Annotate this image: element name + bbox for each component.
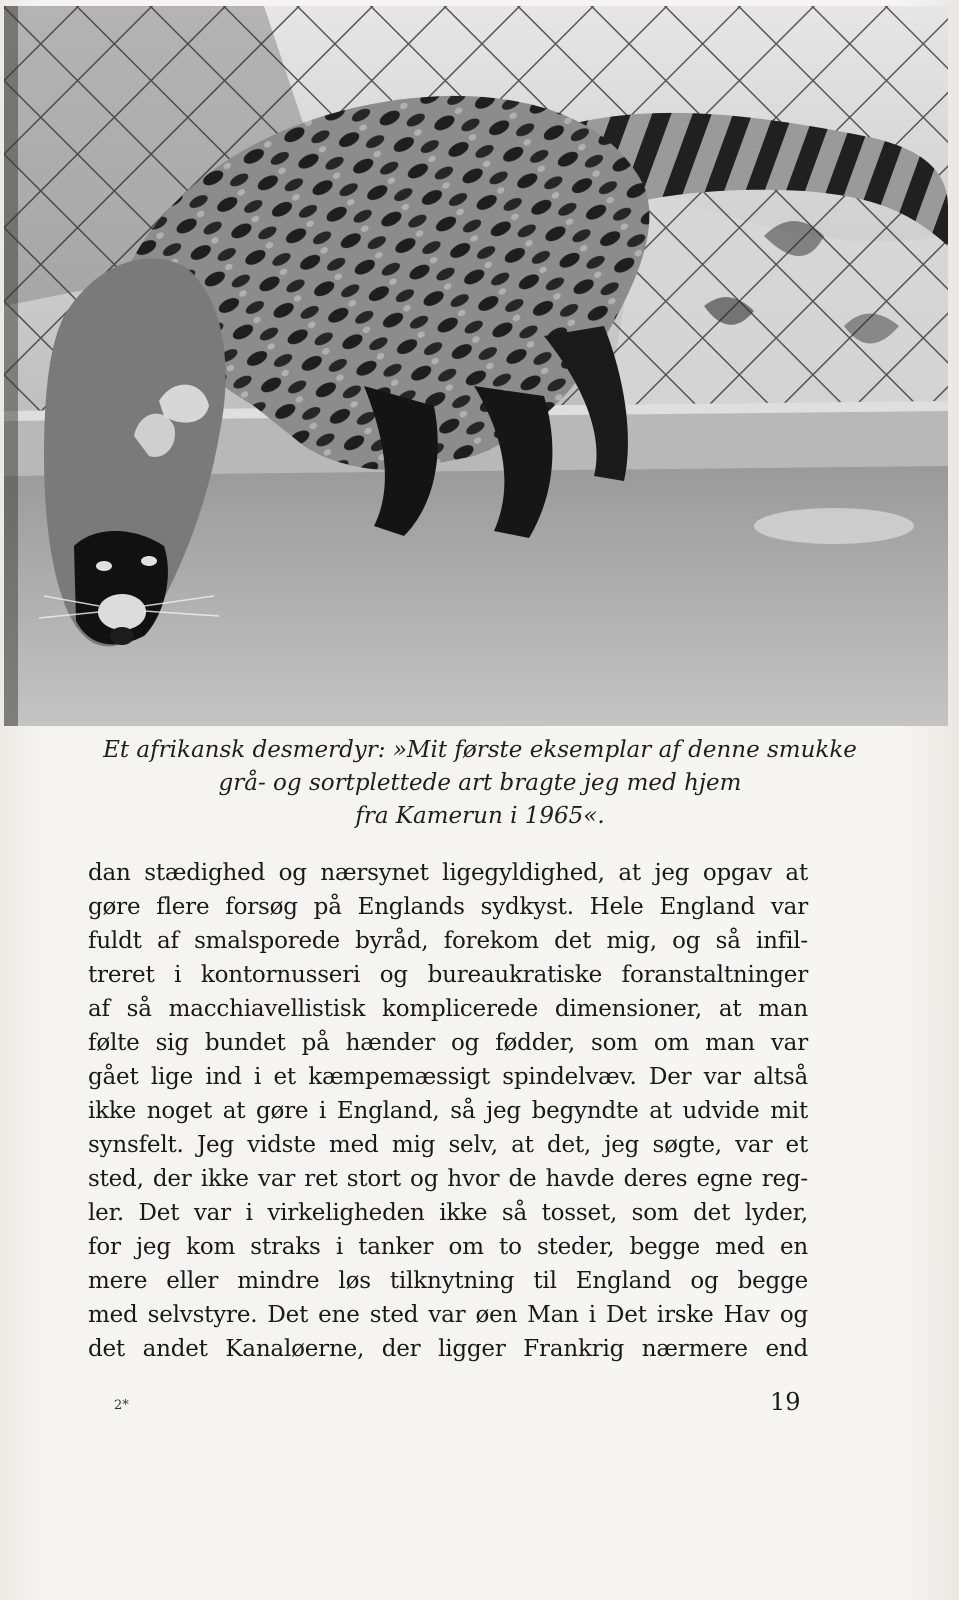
caption-line: grå- og sortplettede art bragte jeg med hjem	[218, 770, 742, 796]
text-line: det andet Kanaløerne, der ligger Frankrig nærmere end	[88, 1336, 808, 1362]
body-paragraph	[88, 856, 808, 1366]
page-number: 19	[770, 1388, 801, 1416]
text-line: dan stædighed og nærsynet ligegyldighed, at jeg opgav at	[88, 860, 808, 886]
text-line: for jeg kom straks i tanker om to steder, begge med en	[88, 1234, 808, 1260]
text-line: fuldt af smalsporede byråd, forekom det mig, og så infil-	[88, 928, 808, 954]
text-line: gået lige ind i et kæmpemæssigt spindelvæv. Der var altså	[88, 1064, 808, 1090]
text-line: af så macchiavellistisk komplicerede dimensioner, at man	[88, 996, 808, 1022]
text-line: mere eller mindre løs tilknytning til England og begge	[88, 1268, 808, 1294]
signature-mark: 2*	[114, 1398, 129, 1413]
text-line: med selvstyre. Det ene sted var øen Man i Det irske Hav og	[88, 1302, 808, 1328]
text-line: sted, der ikke var ret stort og hvor de havde deres egne reg-	[88, 1166, 808, 1192]
caption-line: fra Kamerun i 1965«.	[355, 803, 605, 829]
text-line: ikke noget at gøre i England, så jeg begyndte at udvide mit	[88, 1098, 808, 1124]
text-line: treret i kontornusseri og bureaukratiske foranstaltninger	[88, 962, 808, 988]
civet-photo	[4, 6, 948, 726]
photo-caption	[60, 734, 900, 833]
text-line: ler. Det var i virkeligheden ikke så tosset, som det lyder,	[88, 1200, 808, 1226]
text-line: følte sig bundet på hænder og fødder, som om man var	[88, 1030, 808, 1056]
text-line: synsfelt. Jeg vidste med mig selv, at det, jeg søgte, var et	[88, 1132, 808, 1158]
text-line: gøre flere forsøg på Englands sydkyst. Hele England var	[88, 894, 808, 920]
caption-line: Et afrikansk desmerdyr: »Mit første eksemplar af denne smukke	[103, 737, 857, 763]
